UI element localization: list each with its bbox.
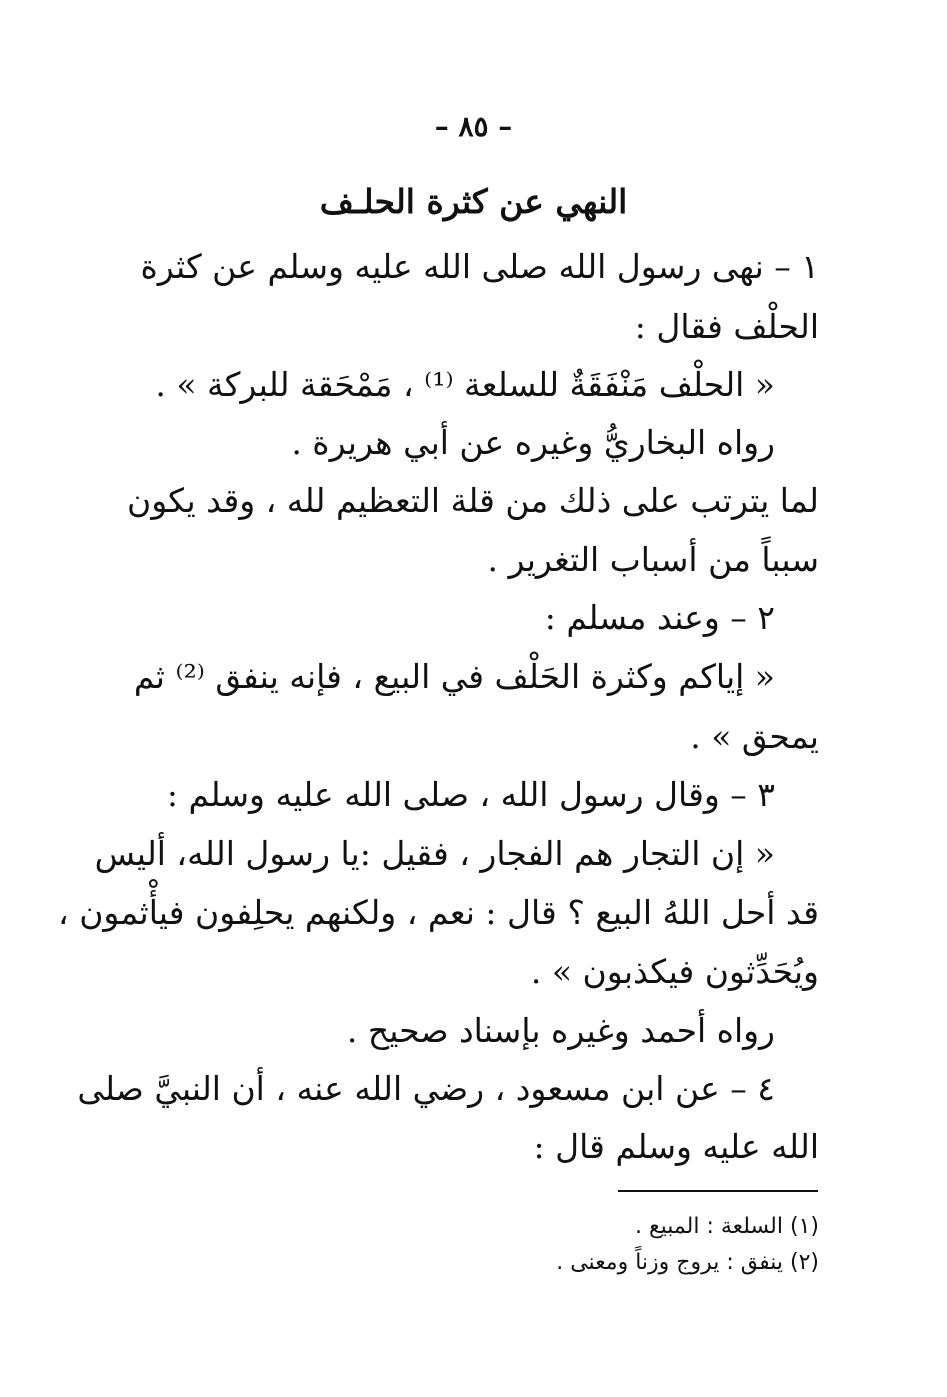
text-line: سبباً من أسباب التغرير .: [487, 540, 819, 579]
page-number: – ٨٥ –: [434, 110, 513, 143]
text-line: ١ – نهى رسول الله صلى الله عليه وسلم عن كثرة: [140, 247, 819, 286]
text-line: رواه أحمد وغيره بإسناد صحيح .: [346, 1011, 775, 1050]
text-line: قد أحل اللهُ البيع ؟ قال : نعم ، ولكنهم يحلِفون فيأْثمون ،: [58, 893, 819, 932]
text-line: الله عليه وسلم قال :: [533, 1127, 819, 1166]
text-line: ٣ – وقال رسول الله ، صلى الله عليه وسلم :: [166, 775, 775, 814]
text-line: لما يترتب على ذلك من قلة التعظيم لله ، وقد يكون: [126, 481, 819, 520]
footnote: (٢) ينفق : يروج وزناً ومعنى .: [556, 1250, 819, 1275]
text-line: « إن التجار هم الفجار ، فقيل :يا رسول الله، أليس: [94, 834, 775, 873]
text-line: ٢ – وعند مسلم :: [544, 598, 775, 637]
text-line: يمحق » .: [690, 717, 819, 756]
footnote: (١) السلعة : المبيع .: [634, 1214, 819, 1239]
text-line: « إياكم وكثرة الحَلْف في البيع ، فإنه ينفق ⁽²⁾ ثم: [133, 657, 775, 696]
text-line: « الحلْف مَنْفَقَةٌ للسلعة ⁽¹⁾ ، مَمْحَقة للبركة » .: [155, 365, 775, 404]
footnote-divider: [618, 1190, 818, 1192]
text-line: الحلْف فقال :: [634, 307, 819, 346]
text-line: رواه البخاريُّ وغيره عن أبي هريرة .: [291, 423, 775, 462]
text-line: ٤ – عن ابن مسعود ، رضي الله عنه ، أن النبيَّ صلى: [77, 1069, 775, 1108]
text-line: ويُحَدِّثون فيكذبون » .: [530, 952, 819, 991]
section-title: النهي عن كثرة الحلـف: [319, 182, 628, 221]
